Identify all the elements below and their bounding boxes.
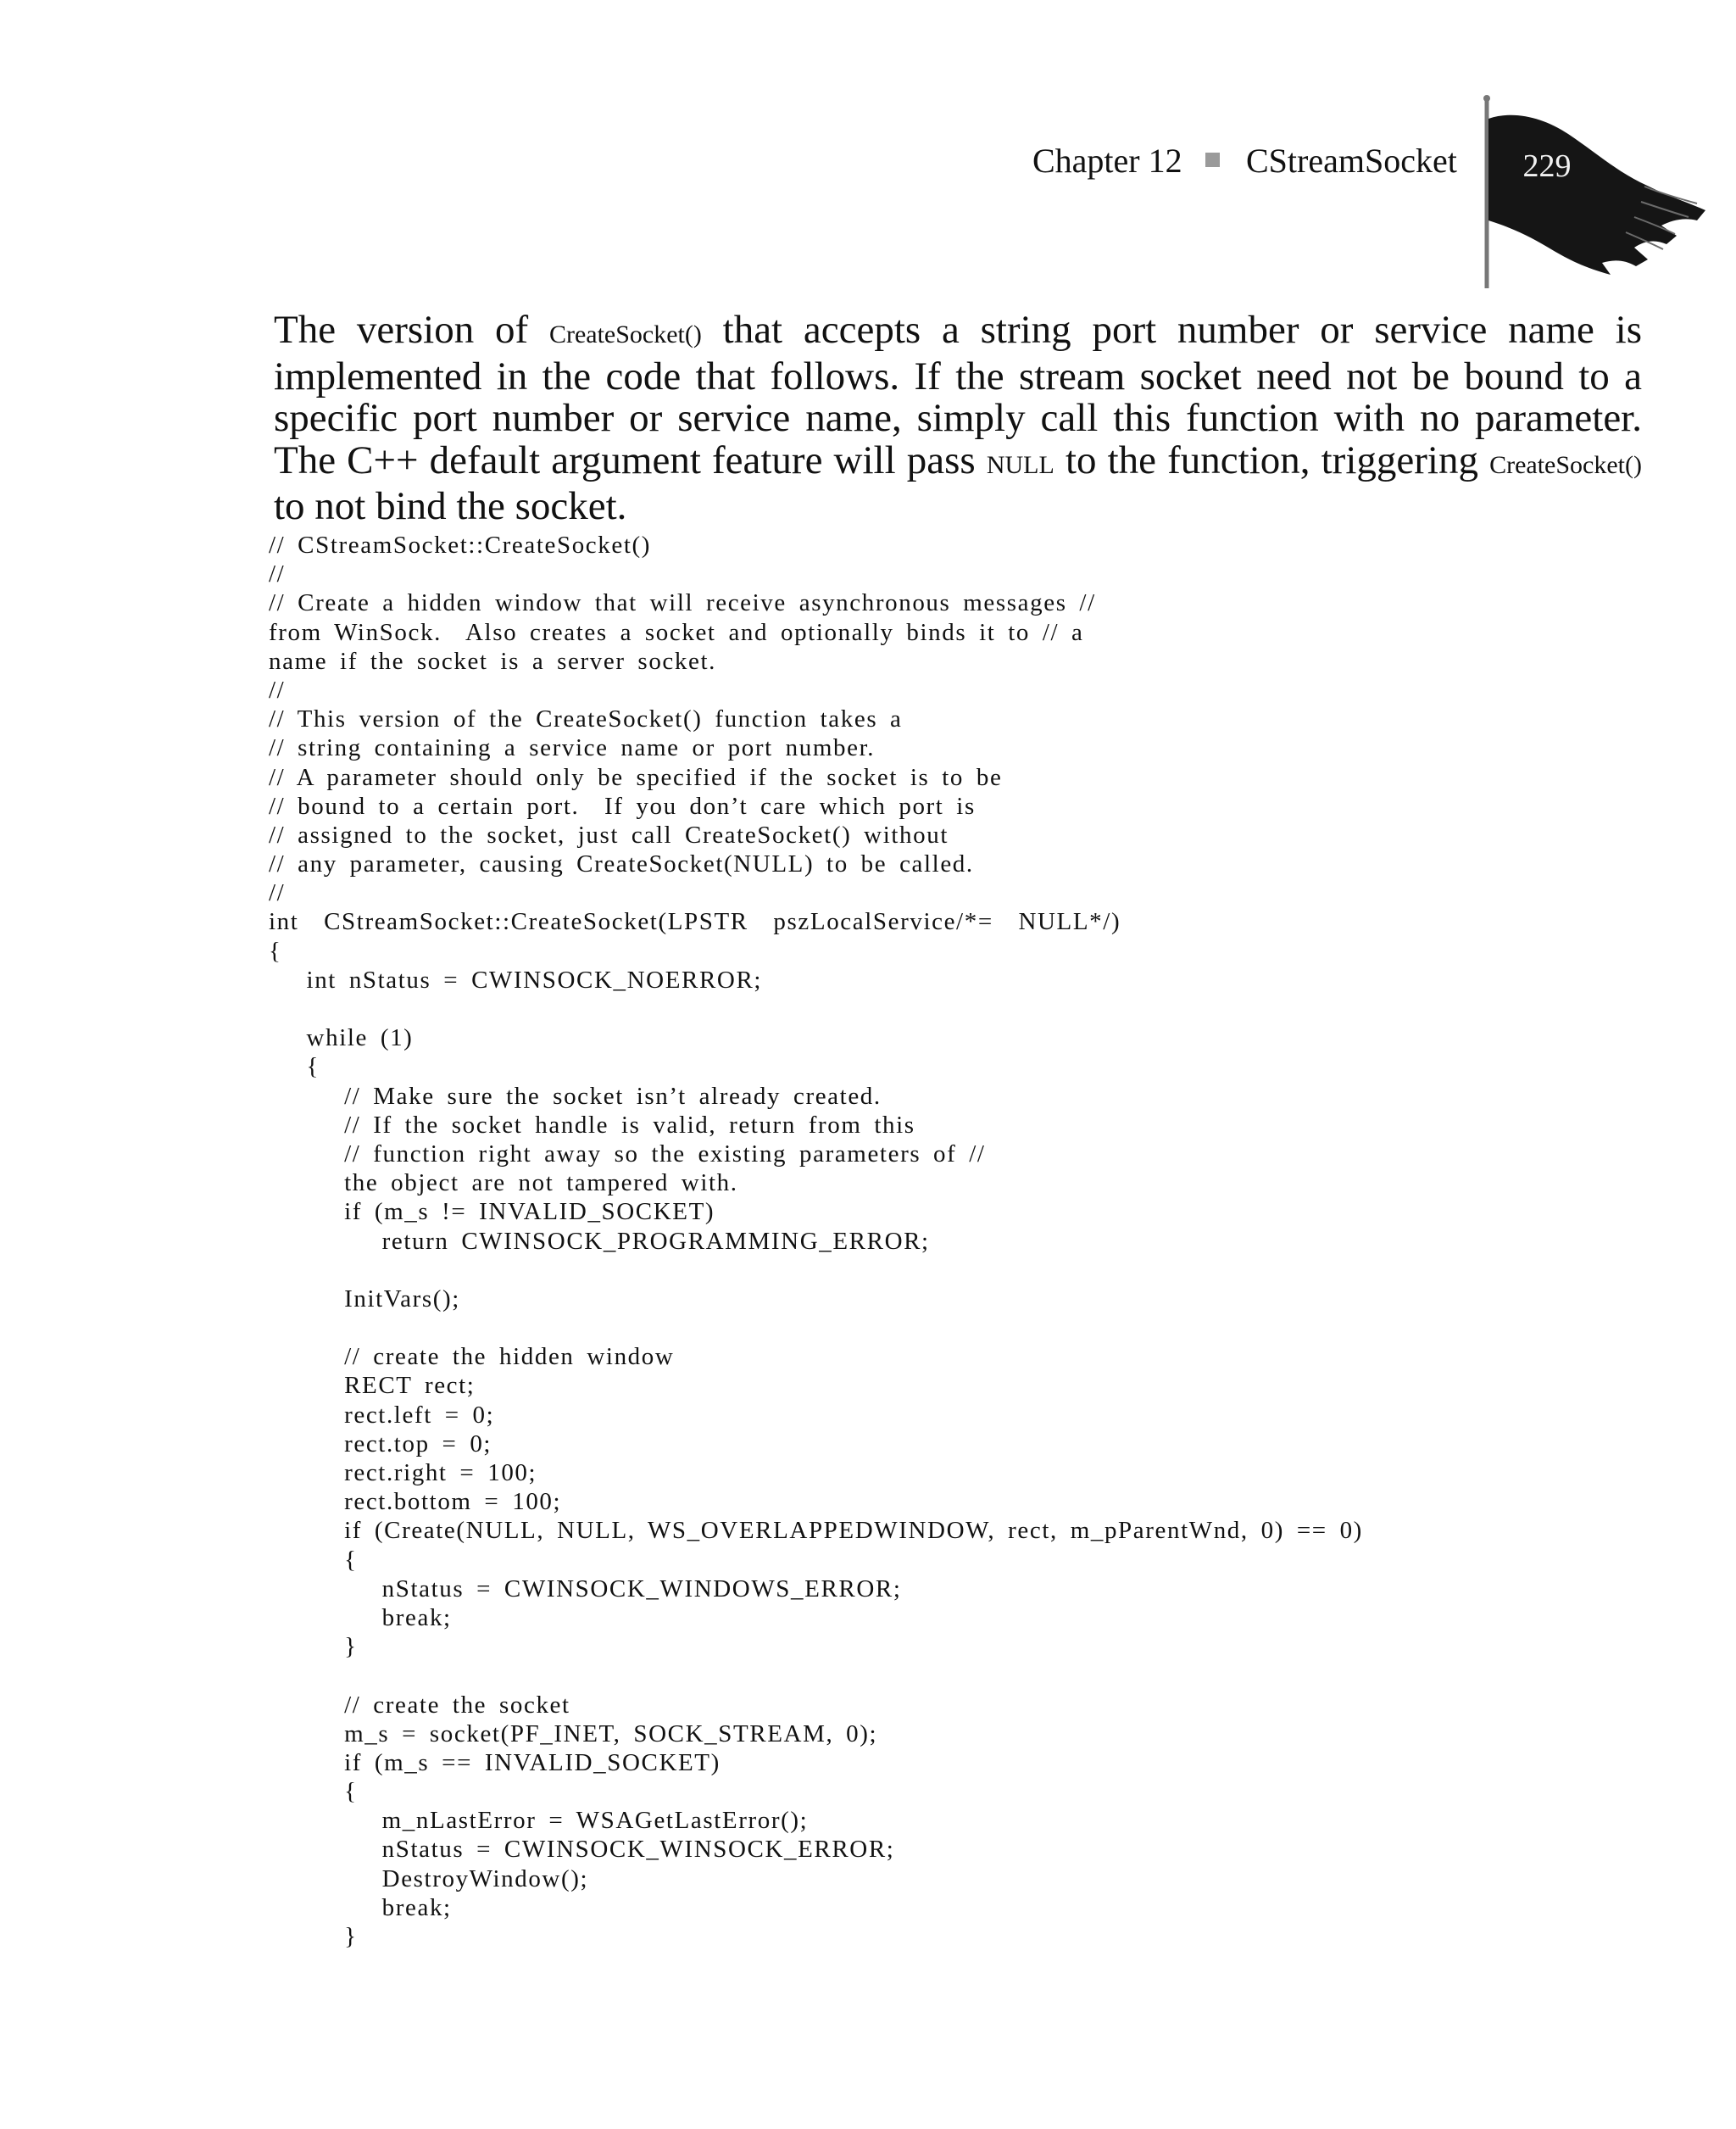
chapter-label: Chapter 12 [1032, 142, 1182, 180]
inline-code: CreateSocket() [548, 320, 702, 348]
page-header [1017, 136, 1492, 187]
code-line: int CStreamSocket::CreateSocket(LPSTR pszLocalService/*= NULL*/) [269, 908, 1121, 936]
chapter-title: CStreamSocket [1246, 142, 1457, 180]
code-line: // CStreamSocket::CreateSocket() [269, 532, 652, 559]
code-line: nStatus = CWINSOCK_WINSOCK_ERROR; [269, 1836, 895, 1864]
code-line: RECT rect; [269, 1372, 476, 1400]
code-line: InitVars(); [269, 1285, 460, 1313]
code-line [269, 995, 1455, 1023]
code-line: name if the socket is a server socket. [269, 647, 716, 675]
code-line: rect.top = 0; [269, 1430, 492, 1457]
code-line: if (Create(NULL, NULL, WS_OVERLAPPEDWINDOW, rect, m_pParentWnd, 0) == 0) [269, 1517, 1363, 1545]
intro-text: to not bind the socket. [274, 484, 627, 528]
code-line: { [269, 1053, 320, 1081]
square-bullet-icon [1205, 153, 1220, 167]
intro-text: The version of [274, 308, 549, 352]
code-line: return CWINSOCK_PROGRAMMING_ERROR; [269, 1227, 930, 1255]
code-line: { [269, 937, 282, 965]
code-listing [269, 531, 1455, 1951]
code-line: // If the socket handle is valid, return from this [269, 1111, 915, 1139]
code-line [269, 1313, 1455, 1342]
code-line: while (1) [269, 1024, 414, 1052]
code-line: // Make sure the socket isn’t already created. [269, 1082, 882, 1110]
code-line: from WinSock. Also creates a socket and optionally binds it to // a [269, 618, 1084, 646]
code-line: // any parameter, causing CreateSocket(NULL) to be called. [269, 850, 974, 878]
code-line: break; [269, 1603, 452, 1631]
code-line: } [269, 1633, 358, 1661]
code-line: // This version of the CreateSocket() function takes a [269, 705, 903, 733]
intro-text: to the function, triggering [1054, 438, 1490, 482]
code-line: rect.bottom = 100; [269, 1488, 562, 1516]
waving-flag-icon [1475, 93, 1721, 297]
code-line: m_s = socket(PF_INET, SOCK_STREAM, 0); [269, 1719, 878, 1747]
code-line: nStatus = CWINSOCK_WINDOWS_ERROR; [269, 1574, 902, 1602]
code-line: if (m_s == INVALID_SOCKET) [269, 1748, 721, 1776]
code-line: m_nLastError = WSAGetLastError(); [269, 1807, 809, 1835]
code-line: } [269, 1923, 358, 1950]
code-line [269, 1661, 1455, 1690]
inline-code: NULL [986, 450, 1054, 479]
code-line: // [269, 676, 286, 704]
code-line: // string containing a service name or port number. [269, 734, 876, 762]
code-line: // Create a hidden window that will receive asynchronous messages // [269, 589, 1096, 617]
code-line: // create the socket [269, 1691, 570, 1719]
code-line: // function right away so the existing parameters of // [269, 1140, 986, 1168]
intro-paragraph [274, 309, 1642, 528]
code-line: if (m_s != INVALID_SOCKET) [269, 1198, 715, 1226]
code-line [269, 1256, 1455, 1285]
code-line: { [269, 1778, 358, 1806]
code-line: the object are not tampered with. [269, 1169, 738, 1197]
code-line: // [269, 879, 286, 907]
code-line: // bound to a certain port. If you don’t care which port is [269, 792, 976, 820]
code-line: // [269, 560, 286, 588]
code-line: // create the hidden window [269, 1343, 675, 1371]
code-line: { [269, 1546, 358, 1574]
code-line: rect.right = 100; [269, 1459, 537, 1486]
code-line: // assigned to the socket, just call CreateSocket() without [269, 821, 949, 849]
inline-code: CreateSocket() [1489, 450, 1642, 479]
page-number: 229 [1522, 148, 1572, 184]
code-line: // A parameter should only be specified if the socket is to be [269, 763, 1003, 791]
code-line: break; [269, 1893, 452, 1921]
code-line: int nStatus = CWINSOCK_NOERROR; [269, 966, 763, 994]
code-line: DestroyWindow(); [269, 1864, 589, 1892]
intro-text: that accepts a string port number or service name is implemented in the code that follows. If the stream socket need not be bound to a specific port number or service name, simply call this function with no parameter. The C++ default argument feature will pass [274, 308, 1642, 482]
code-line: rect.left = 0; [269, 1401, 495, 1429]
